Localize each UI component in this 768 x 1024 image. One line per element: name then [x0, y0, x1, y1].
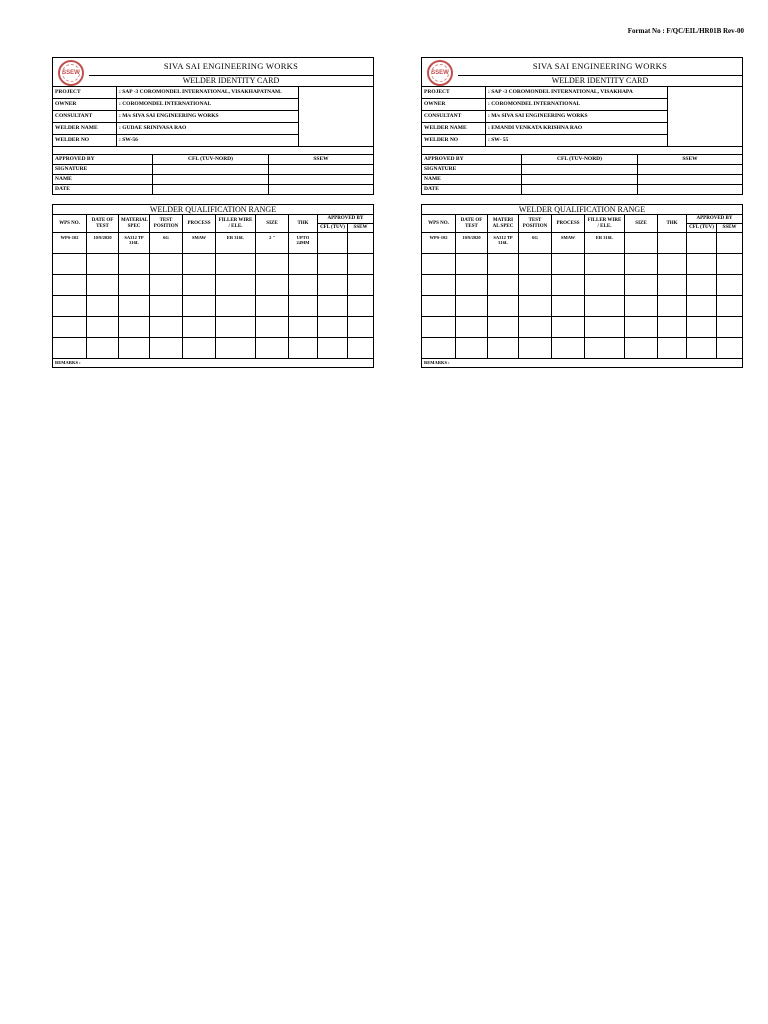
col-header: THK: [658, 215, 687, 233]
card-title: WELDER IDENTITY CARD: [458, 75, 742, 86]
field-value: : SW-56: [117, 135, 299, 147]
ssew-col-header: SSEW: [717, 224, 743, 233]
field-value: : SAP -3 COROMONDEL INTERNATIONAL, VISAKHAPATNAM.: [117, 87, 299, 99]
field-value: : M/s SIVA SAI ENGINEERING WORKS: [117, 111, 299, 123]
ssew-logo: SSEW: [427, 60, 453, 86]
table-row: [422, 254, 743, 275]
field-label: WELDER NO: [422, 135, 486, 147]
cfl-header: CFL (TUV-NORD): [153, 155, 269, 165]
field-value: : GUDAE SRINIVASA RAO: [117, 123, 299, 135]
col-header: TEST POSITION: [519, 215, 552, 233]
cell: 6G: [519, 233, 552, 254]
field-value: : EMANDI VENKATA KRISHNA RAO: [486, 123, 668, 135]
cell: 6G: [150, 233, 183, 254]
col-header: WPS NO.: [422, 215, 456, 233]
qualification-section: [421, 204, 743, 368]
table-row: [53, 254, 374, 275]
col-header: THK: [289, 215, 318, 233]
col-header: PROCESS: [552, 215, 585, 233]
approved-by-label: APPROVED BY: [53, 155, 153, 165]
cell: [687, 233, 717, 254]
welder-info-table: [421, 86, 743, 147]
info-row: [53, 87, 374, 99]
cell: [348, 233, 374, 254]
ssew-header: SSEW: [269, 155, 374, 165]
col-header: DATE OF TEST: [456, 215, 488, 233]
qualification-title: WELDER QUALIFICATION RANGE: [421, 204, 743, 214]
col-header: MATERIAL SPEC: [119, 215, 150, 233]
cell: UPTO 24MM: [289, 233, 318, 254]
cell: 10/9/2020: [456, 233, 488, 254]
field-label: CONSULTANT: [422, 111, 486, 123]
field-label: OWNER: [53, 99, 117, 111]
welder-card-1: [52, 57, 374, 368]
col-header: MATERI AL SPEC: [488, 215, 519, 233]
spacer: [421, 147, 743, 154]
field-label: WELDER NO: [53, 135, 117, 147]
qualification-section: [52, 204, 374, 368]
field-value: : SW- 55: [486, 135, 668, 147]
cell: [625, 233, 658, 254]
col-header: DATE OF TEST: [87, 215, 119, 233]
table-row: [422, 275, 743, 296]
remarks-label: REMARKS :: [53, 359, 374, 368]
photo-box: [299, 87, 374, 147]
cell: [658, 233, 687, 254]
approved-by-header: APPROVED BY: [687, 215, 743, 224]
approval-table: [421, 154, 743, 195]
cfl-tuv-header: CFL (TUV): [687, 224, 717, 233]
qualification-title: WELDER QUALIFICATION RANGE: [52, 204, 374, 214]
cfl-header: CFL (TUV-NORD): [522, 155, 638, 165]
table-row: [53, 338, 374, 359]
cell: [717, 233, 743, 254]
cell: WPS-102: [422, 233, 456, 254]
col-header: SIZE: [625, 215, 658, 233]
welder-info-table: [52, 86, 374, 147]
col-header: SIZE: [256, 215, 289, 233]
name-label: NAME: [422, 175, 522, 185]
table-row: [422, 317, 743, 338]
field-label: WELDER NAME: [422, 123, 486, 135]
col-header: FILLER WIRE / ELE.: [585, 215, 625, 233]
table-row: [53, 296, 374, 317]
cfl-tuv-header: CFL (TUV): [318, 224, 348, 233]
spacer: [52, 147, 374, 154]
signature-label: SIGNATURE: [422, 165, 522, 175]
field-label: OWNER: [422, 99, 486, 111]
cell: SA312 TP 316L: [119, 233, 150, 254]
field-value: : COROMONDEL INTERNATIONAL: [486, 99, 668, 111]
ssew-col-header: SSEW: [348, 224, 374, 233]
table-row: [53, 317, 374, 338]
cell: SA312 TP 316L: [488, 233, 519, 254]
date-label: DATE: [422, 185, 522, 195]
date-label: DATE: [53, 185, 153, 195]
approved-by-label: APPROVED BY: [422, 155, 522, 165]
table-row: [422, 296, 743, 317]
remarks-label: REMARKS :: [422, 359, 743, 368]
table-row: [53, 233, 374, 254]
company-name: SIVA SAI ENGINEERING WORKS: [163, 61, 299, 71]
card-header: [52, 57, 374, 86]
field-label: PROJECT: [422, 87, 486, 99]
field-value: : M/s SIVA SAI ENGINEERING WORKS: [486, 111, 668, 123]
cell: 10/9/2020: [87, 233, 119, 254]
cell: ER 316L: [585, 233, 625, 254]
qualification-table: [52, 214, 374, 368]
company-name: SIVA SAI ENGINEERING WORKS: [532, 61, 668, 71]
approval-table: [52, 154, 374, 195]
signature-label: SIGNATURE: [53, 165, 153, 175]
welder-card-2: [421, 57, 743, 368]
field-value: : COROMONDEL INTERNATIONAL: [117, 99, 299, 111]
table-row: [422, 338, 743, 359]
qualification-table: [421, 214, 743, 368]
col-header: FILLER WIRE / ELE.: [216, 215, 256, 233]
field-label: CONSULTANT: [53, 111, 117, 123]
col-header: TEST POSITION: [150, 215, 183, 233]
field-value: : SAP -3 COROMONDEL INTERNATIONAL, VISAKHAPA: [486, 87, 668, 99]
col-header: WPS NO.: [53, 215, 87, 233]
table-row: [422, 233, 743, 254]
ssew-header: SSEW: [638, 155, 743, 165]
format-number: Format No : F/QC/EIL/HR01B Rev-00: [627, 27, 744, 35]
cell: WPS-102: [53, 233, 87, 254]
field-label: PROJECT: [53, 87, 117, 99]
table-row: [53, 275, 374, 296]
approved-by-header: APPROVED BY: [318, 215, 374, 224]
cell: [318, 233, 348, 254]
field-label: WELDER NAME: [53, 123, 117, 135]
card-header: [421, 57, 743, 86]
cell: SMAW: [183, 233, 216, 254]
cell: 2 ": [256, 233, 289, 254]
card-title: WELDER IDENTITY CARD: [89, 75, 373, 86]
cell: SMAW: [552, 233, 585, 254]
name-label: NAME: [53, 175, 153, 185]
ssew-logo: SSEW: [58, 60, 84, 86]
photo-box: [668, 87, 743, 147]
cell: ER 316L: [216, 233, 256, 254]
col-header: PROCESS: [183, 215, 216, 233]
info-row: [422, 87, 743, 99]
